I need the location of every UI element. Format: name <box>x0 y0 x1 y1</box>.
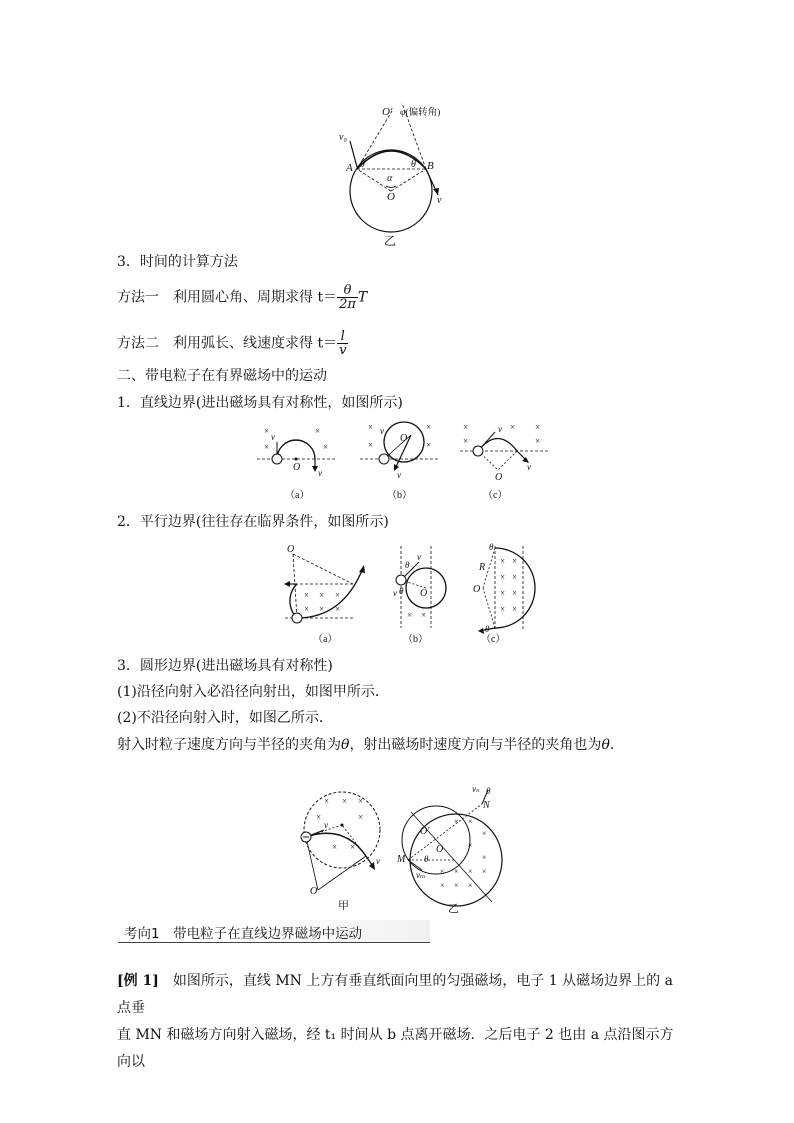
example-text-1: 如图所示，直线 MN 上方有垂直纸面向里的匀强磁场，电子 1 从磁场边界上的 a 点垂 <box>117 973 673 1016</box>
parallel-boundary-heading: 2．平行边界(往往存在临界条件，如图所示) <box>117 514 389 530</box>
svg-text:×: × <box>454 867 459 876</box>
svg-text:O: O <box>293 462 301 473</box>
svg-text:v: v <box>318 468 322 478</box>
label-O-prime: O′ <box>382 106 393 118</box>
svg-text:v: v <box>324 820 328 830</box>
svg-text:×: × <box>440 881 445 890</box>
figure-caption-yi: 乙 <box>384 234 397 248</box>
svg-text:θ: θ <box>486 786 491 796</box>
caption-c: （c） <box>481 634 506 645</box>
svg-text:O: O <box>420 588 428 599</box>
svg-text:O: O <box>436 844 444 855</box>
svg-text:R: R <box>479 562 486 573</box>
svg-text:×: × <box>500 604 506 614</box>
circular-boundary-heading: 3．圆形边界(进出磁场具有对称性) <box>117 658 333 674</box>
parallel-fig-c <box>473 542 535 645</box>
caption-b: （b） <box>403 634 428 645</box>
circular-note <box>117 735 614 755</box>
svg-text:×: × <box>463 436 469 446</box>
radius-OB <box>391 169 426 191</box>
svg-text:×: × <box>368 422 374 432</box>
note-middle: ，射出磁场时速度方向与半径的夹角也为 <box>349 737 602 753</box>
fraction-numerator: l <box>337 330 348 344</box>
label-v: v <box>437 195 442 206</box>
svg-text:θ: θ <box>485 624 490 634</box>
svg-text:×: × <box>468 867 473 876</box>
svg-text:v: v <box>271 432 275 442</box>
fraction-denominator: 2π <box>339 297 356 312</box>
svg-text:×: × <box>368 440 374 450</box>
period-symbol: T <box>357 289 368 306</box>
svg-text:v: v <box>376 856 380 866</box>
note-theta-1: θ <box>341 737 350 753</box>
method-one <box>117 284 367 311</box>
linear-fig-a <box>257 426 335 501</box>
circular-item-1: (1)沿径向射入必沿径向射出，如图甲所示． <box>117 684 389 700</box>
svg-text:×: × <box>358 796 364 806</box>
svg-text:×: × <box>468 881 473 890</box>
svg-text:O′: O′ <box>420 826 430 837</box>
label-O: O <box>387 191 395 203</box>
example-line-1 <box>117 968 687 1022</box>
svg-text:×: × <box>324 796 330 806</box>
svg-text:vₙ: vₙ <box>472 784 480 794</box>
circular-item-2: (2)不沿径向射入时，如图乙所示． <box>117 710 333 726</box>
svg-text:×: × <box>512 572 518 582</box>
svg-text:v: v <box>397 470 401 480</box>
svg-text:O: O <box>495 472 503 483</box>
svg-text:θ: θ <box>405 560 410 570</box>
linear-fig-b <box>360 422 440 501</box>
parallel-fig-a <box>284 544 365 645</box>
topic-tag <box>118 920 430 943</box>
svg-text:×: × <box>512 588 518 598</box>
linear-boundary-heading: 1．直线边界(进出磁场具有对称性，如图所示) <box>117 395 403 411</box>
svg-text:×: × <box>512 604 518 614</box>
deflection-angle-figure <box>330 95 480 250</box>
caption-jia: 甲 <box>338 900 349 912</box>
svg-text:O: O <box>400 433 408 444</box>
fraction-denominator: v <box>339 343 347 358</box>
svg-text:×: × <box>319 590 325 600</box>
svg-text:×: × <box>426 440 432 450</box>
svg-text:θ: θ <box>424 854 429 864</box>
parallel-boundary-figures <box>283 538 533 646</box>
svg-text:×: × <box>535 436 541 446</box>
svg-text:×: × <box>264 426 270 436</box>
svg-text:×: × <box>316 812 322 822</box>
svg-text:vₘ: vₘ <box>416 870 426 880</box>
note-theta-2: θ <box>601 737 610 753</box>
svg-text:×: × <box>500 556 506 566</box>
note-period: . <box>609 737 615 753</box>
example-label: [例 1] <box>117 973 159 989</box>
svg-text:×: × <box>332 842 338 852</box>
svg-text:×: × <box>421 610 427 620</box>
svg-text:×: × <box>319 604 325 614</box>
svg-text:M: M <box>397 854 406 865</box>
svg-text:×: × <box>500 588 506 598</box>
svg-text:×: × <box>482 829 487 838</box>
svg-text:×: × <box>304 590 310 600</box>
svg-text:v: v <box>380 426 384 436</box>
svg-text:θ: θ <box>399 586 404 596</box>
svg-text:×: × <box>358 812 364 822</box>
label-alpha: α <box>387 173 393 184</box>
example-line-2: 直 MN 和磁场方向射入磁场，经 t₁ 时间从 b 点离开磁场．之后电子 2 也由 a 点沿图示方向以 <box>117 1027 674 1070</box>
label-B: B <box>427 160 434 172</box>
caption-yi: 乙 <box>448 903 459 915</box>
method-one-text: 方法一 利用圆心角、周期求得 t＝ <box>117 289 338 306</box>
note-prefix: 射入时粒子速度方向与半径的夹角为 <box>117 737 341 753</box>
method-two-text: 方法二 利用弧长、线速度求得 t＝ <box>117 335 338 352</box>
svg-text:O: O <box>310 886 318 897</box>
radius-OA <box>357 169 391 191</box>
svg-text:×: × <box>468 817 473 826</box>
svg-text:×: × <box>350 842 356 852</box>
svg-text:v: v <box>393 588 397 598</box>
svg-text:×: × <box>323 442 329 452</box>
svg-text:v: v <box>417 552 421 562</box>
part-two-heading: 二、带电粒子在有界磁场中的运动 <box>117 368 327 384</box>
svg-text:O: O <box>287 544 295 555</box>
svg-text:×: × <box>342 796 348 806</box>
example-1 <box>117 968 687 1076</box>
method-two <box>117 330 348 357</box>
parallel-fig-b <box>393 546 446 645</box>
caption-a: （a） <box>285 490 310 501</box>
svg-text:×: × <box>510 422 516 432</box>
label-theta-B: θ <box>411 159 416 170</box>
svg-text:×: × <box>482 853 487 862</box>
svg-text:×: × <box>264 442 270 452</box>
svg-text:×: × <box>500 572 506 582</box>
label-A: A <box>346 162 353 174</box>
method-two-fraction <box>337 330 348 357</box>
circular-fig-jia <box>301 792 380 912</box>
svg-text:×: × <box>335 590 341 600</box>
label-v0: v₀ <box>339 132 347 143</box>
svg-text:×: × <box>315 426 321 436</box>
caption-c: （c） <box>483 490 508 501</box>
linear-fig-c <box>460 422 550 501</box>
circular-boundary-figures <box>296 782 506 915</box>
method-one-fraction <box>337 284 358 311</box>
svg-text:×: × <box>454 881 459 890</box>
svg-text:θ: θ <box>489 542 494 552</box>
fraction-numerator: θ <box>337 284 358 298</box>
svg-text:O: O <box>473 584 481 595</box>
svg-text:×: × <box>454 817 459 826</box>
topic-tag-text: 考向1 带电粒子在直线边界磁场中运动 <box>124 926 363 942</box>
linear-boundary-figures <box>255 418 555 503</box>
svg-text:×: × <box>535 422 541 432</box>
svg-text:v: v <box>527 462 531 472</box>
time-heading: 3．时间的计算方法 <box>117 254 238 270</box>
caption-b: （b） <box>387 490 412 501</box>
label-theta-A: θ <box>360 159 365 170</box>
svg-text:×: × <box>407 610 413 620</box>
svg-text:v: v <box>498 424 502 434</box>
svg-text:×: × <box>426 422 432 432</box>
svg-text:×: × <box>335 604 341 614</box>
svg-text:×: × <box>463 422 469 432</box>
svg-text:×: × <box>440 867 445 876</box>
caption-a: （a） <box>313 634 338 645</box>
svg-text:×: × <box>468 841 473 850</box>
svg-text:×: × <box>482 867 487 876</box>
circular-fig-yi <box>396 784 502 915</box>
svg-text:×: × <box>304 604 310 614</box>
label-phi: φ(偏转角) <box>400 108 441 118</box>
svg-text:N: N <box>483 800 490 811</box>
svg-text:×: × <box>512 556 518 566</box>
